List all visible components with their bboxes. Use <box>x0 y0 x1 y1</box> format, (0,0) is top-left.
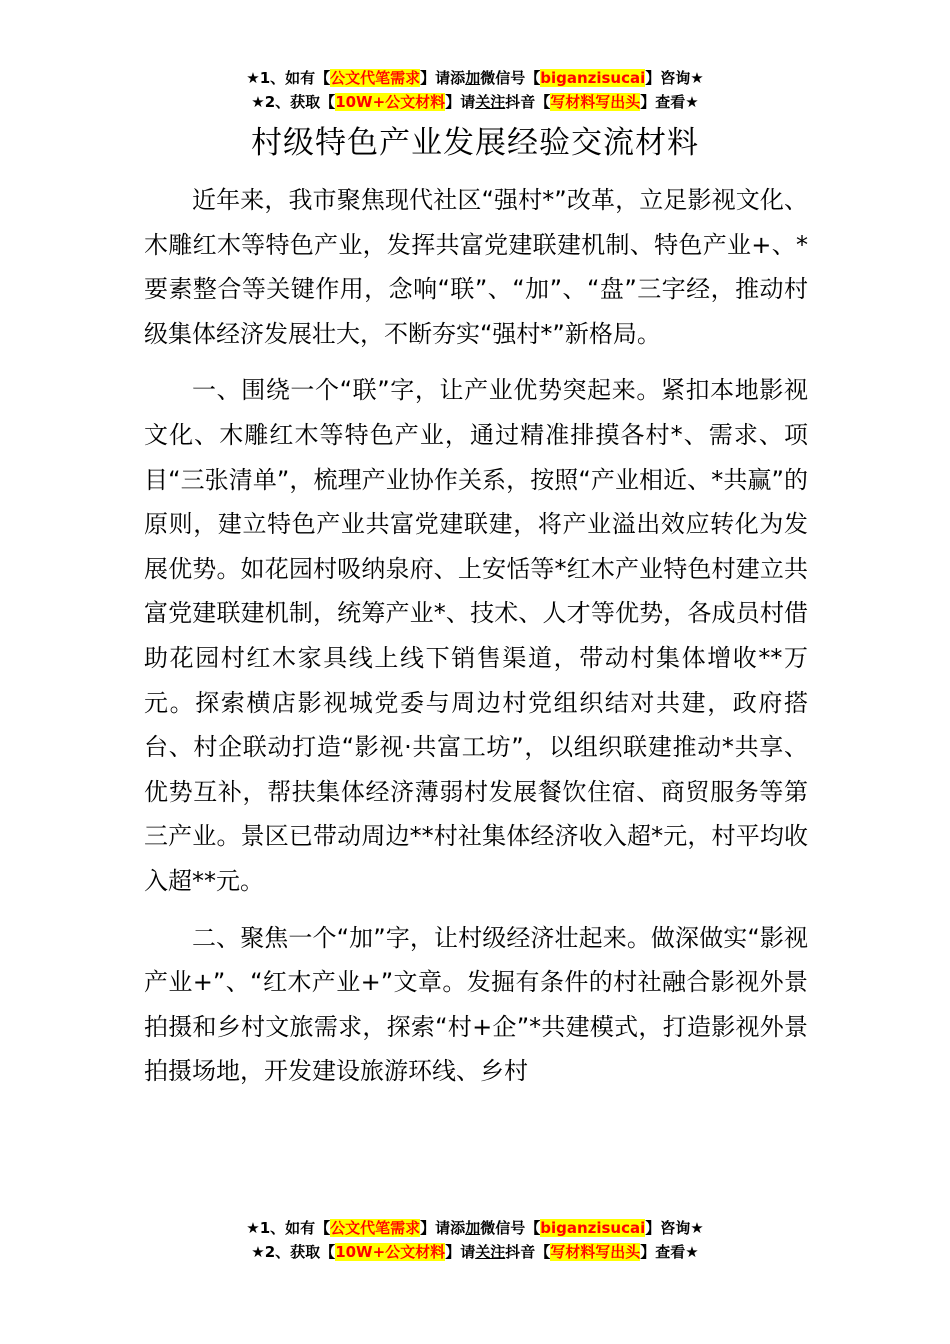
document-body <box>144 178 808 1106</box>
document-title: 村级特色产业发展经验交流材料 <box>251 125 699 161</box>
header-promo-banner <box>0 66 950 114</box>
promo-text: 微信号【 <box>480 69 541 87</box>
promo-highlight: 10W+公文材料 <box>335 93 446 111</box>
promo-highlight: 公文代笔需求 <box>330 1219 421 1237</box>
promo-line-2 <box>0 1240 950 1264</box>
promo-douyin-id: 写材料写出头 <box>550 93 641 111</box>
promo-text: 】咨询★ <box>645 69 704 87</box>
promo-text: 】查看★ <box>640 1243 699 1261</box>
promo-text: 抖音【 <box>505 1243 551 1261</box>
promo-line-1 <box>0 1216 950 1240</box>
promo-underlined: 加 <box>465 1219 481 1237</box>
promo-wechat-id: biganzisucai <box>540 69 646 87</box>
promo-text: ★2、获取【 <box>251 1243 336 1261</box>
paragraph-section-1: 一、围绕一个“联”字，让产业优势突起来。紧扣本地影视文化、木雕红木等特色产业，通过精准排摸各村*、需求、项目“三张清单”，梳理产业协作关系，按照“产业相近、*共赢”的原则，建立特色产业共富党建联建，将产业溢出效应转化为发展优势。如花园村吸纳泉府、上安恬等*红木产业特色村建立共富党建联建机制，统筹产业*、技术、人才等优势，各成员村借助花园村红木家具线上线下销售渠道，带动村集体增收**万元。探索横店影视城党委与周边村党组织结对共建，政府搭台、村企联动打造“影视·共富工坊”，以组织联建推动*共享、优势互补，帮扶集体经济薄弱村发展餐饮住宿、商贸服务等第三产业。景区已带动周边**村社集体经济收入超*元，村平均收入超**元。 <box>144 376 808 895</box>
promo-douyin-id: 写材料写出头 <box>550 1243 641 1261</box>
promo-line-2 <box>0 90 950 114</box>
promo-text: 微信号【 <box>480 1219 541 1237</box>
paragraph-intro: 近年来，我市聚焦现代社区“强村*”改革，立足影视文化、木雕红木等特色产业，发挥共富党建联建机制、特色产业+、*要素整合等关键作用，念响“联”、“加”、“盘”三字经，推动村级集体经济发展壮大，不断夯实“强村*”新格局。 <box>144 186 808 348</box>
promo-text: ★2、获取【 <box>251 93 336 111</box>
promo-text: 】请 <box>445 1243 476 1261</box>
promo-wechat-id: biganzisucai <box>540 1219 646 1237</box>
promo-text: 】请 <box>445 93 476 111</box>
paragraph-section-2: 二、聚焦一个“加”字，让村级经济壮起来。做深做实“影视产业+”、“红木产业+”文章。发掘有条件的村社融合影视外景拍摄和乡村文旅需求，探索“村+企”*共建模式，打造影视外景拍摄场地，开发建设旅游环线、乡村 <box>144 923 808 1086</box>
promo-underlined: 关注 <box>475 1243 506 1261</box>
promo-highlight: 10W+公文材料 <box>335 1243 446 1261</box>
promo-text: 】咨询★ <box>645 1219 704 1237</box>
promo-underlined: 加 <box>465 69 481 87</box>
promo-text: 】查看★ <box>640 93 699 111</box>
promo-text: ★1、如有【 <box>246 69 331 87</box>
promo-text: 】请添 <box>420 69 466 87</box>
promo-text: ★1、如有【 <box>246 1219 331 1237</box>
promo-text: 抖音【 <box>505 93 551 111</box>
promo-line-1 <box>0 66 950 90</box>
promo-text: 】请添 <box>420 1219 466 1237</box>
promo-highlight: 公文代笔需求 <box>330 69 421 87</box>
footer-promo-banner <box>0 1216 950 1264</box>
promo-underlined: 关注 <box>475 93 506 111</box>
